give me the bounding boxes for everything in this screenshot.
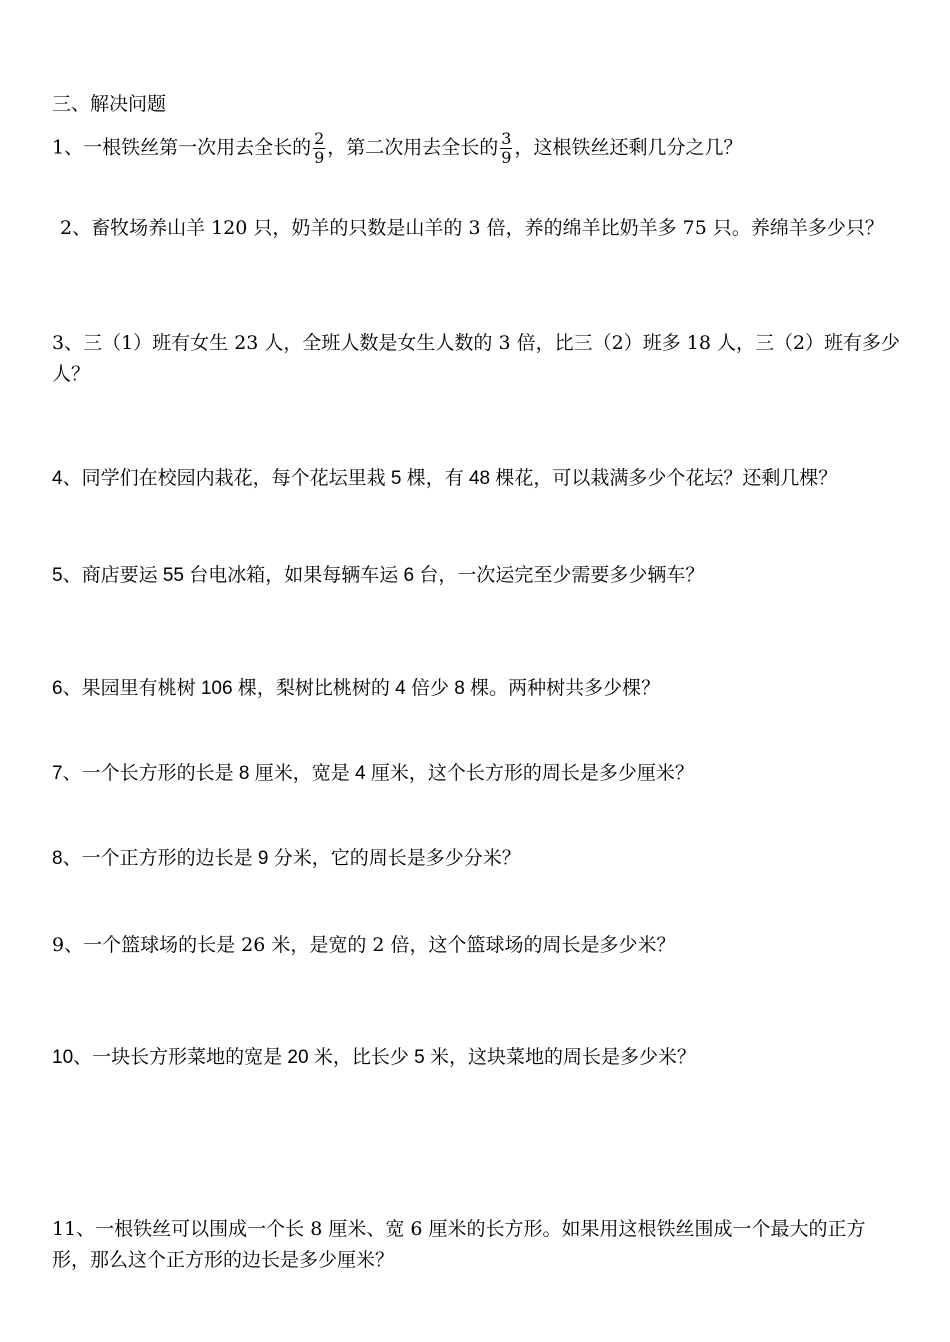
question-5: 5、商店要运 55 台电冰箱，如果每辆车运 6 台，一次运完至少需要多少辆车？ — [52, 565, 705, 586]
fraction-2-numerator: 3 — [501, 129, 512, 148]
question-11: 11、一根铁丝可以围成一个长 8 厘米、宽 6 厘米的长方形。如果用这根铁丝围成一个最大的正方形，那么这个正方形的边长是多少厘米？ — [52, 1218, 866, 1271]
question-6: 6、果园里有桃树 106 棵，梨树比桃树的 4 倍少 8 棵。两种树共多少棵？ — [52, 678, 661, 699]
section-title: 三、解决问题 — [52, 93, 167, 115]
fraction-1-denominator: 9 — [314, 148, 325, 167]
fraction-1-numerator: 2 — [314, 129, 325, 148]
fraction-two-ninths — [313, 130, 325, 167]
question-2: 2、畜牧场养山羊 120 只，奶羊的只数是山羊的 3 倍，养的绵羊比奶羊多 75 只。养绵羊多少只？ — [60, 217, 884, 239]
fraction-three-ninths — [500, 130, 512, 167]
question-1-text-a: 1、一根铁丝第一次用去全长的 — [52, 136, 312, 159]
question-7: 7、一个长方形的长是 8 厘米，宽是 4 厘米，这个长方形的周长是多少厘米？ — [52, 763, 694, 784]
question-4: 4、同学们在校园内栽花，每个花坛里栽 5 棵，有 48 棵花，可以栽满多少个花坛？还剩几棵？ — [52, 468, 838, 489]
fraction-2-denominator: 9 — [501, 148, 512, 167]
question-1-text-b: ，第二次用去全长的 — [327, 136, 499, 159]
question-8: 8、一个正方形的边长是 9 分米，它的周长是多少分米？ — [52, 848, 521, 869]
question-1-text-c: ，这根铁丝还剩几分之几？ — [514, 136, 743, 159]
question-10: 10、一块长方形菜地的宽是 20 米，比长少 5 米，这块菜地的周长是多少米？ — [52, 1047, 696, 1068]
question-9: 9、一个篮球场的长是 26 米，是宽的 2 倍，这个篮球场的周长是多少米？ — [52, 934, 676, 956]
question-3: 3、三（1）班有女生 23 人，全班人数是女生人数的 3 倍，比三（2）班多 18 人，三（2）班有多少人？ — [52, 332, 901, 385]
question-1 — [52, 130, 743, 167]
